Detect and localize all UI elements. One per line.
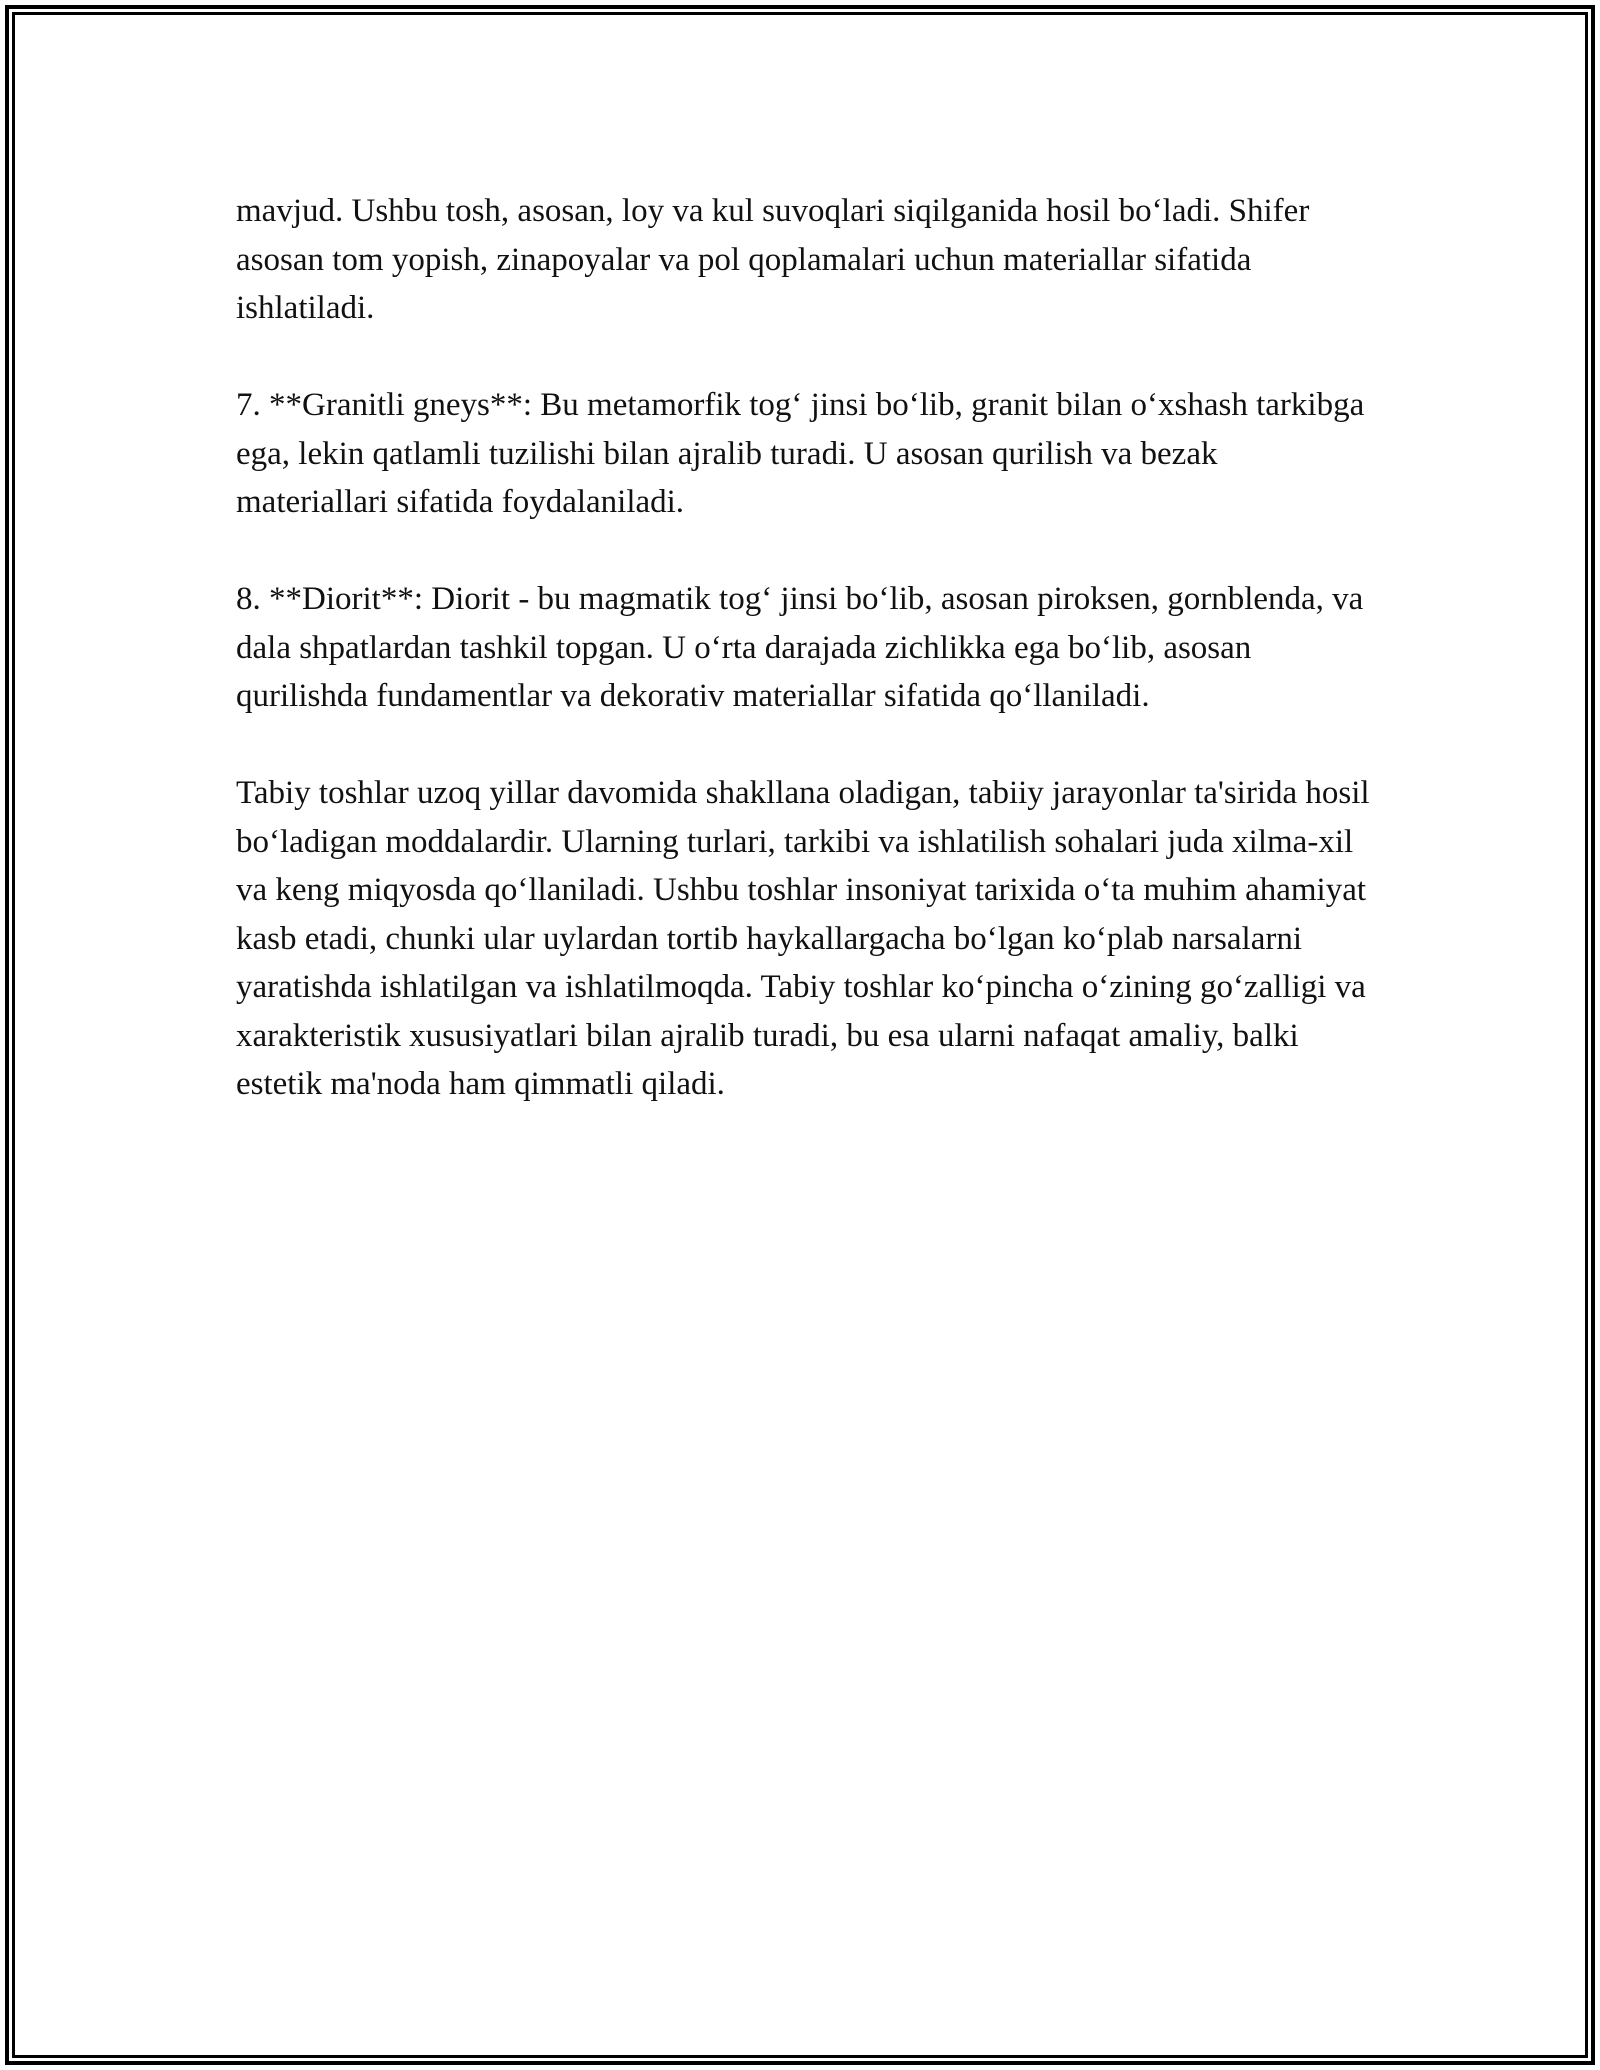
paragraph-diorite: 8. **Diorit**: Diorit - bu magmatik tog‘ jinsi bo‘lib, asosan piroksen, gornblenda, va dala shpatlardan tashkil topgan. U o‘rta darajada zichlikka ega bo‘lib, asosan qurilishda fundamentlar va dekorativ materiallar sifatida qo‘llaniladi.	[236, 581, 1364, 714]
paragraph-conclusion: Tabiy toshlar uzoq yillar davomida shakllana oladigan, tabiiy jarayonlar ta'sirida hosil bo‘ladigan moddalardir. Ularning turlari, tarkibi va ishlatilish sohalari juda xilma-xil va keng miqyosda qo‘llaniladi. Ushbu toshlar insoniyat tarixida o‘ta muhim ahamiyat kasb etadi, chunki ular uylardan tortib haykallargacha bo‘lgan ko‘plab narsalarni yaratishda ishlatilgan va ishlatilmoqda. Tabiy toshlar ko‘pincha o‘zining go‘zalligi va xarakteristik xususiyatlari bilan ajralib turadi, bu esa ularni nafaqat amaliy, balki estetik ma'noda ham qimmatli qiladi.	[236, 775, 1370, 1102]
paragraph-slate-continuation: mavjud. Ushbu tosh, asosan, loy va kul suvoqlari siqilganida hosil bo‘ladi. Shifer asosan tom yopish, zinapoyalar va pol qoplamalari uchun materiallar sifatida ishlatiladi.	[236, 193, 1310, 326]
paragraph-granitic-gneiss: 7. **Granitli gneys**: Bu metamorfik tog‘ jinsi bo‘lib, granit bilan o‘xshash tarkibga ega, lekin qatlamli tuzilishi bilan ajralib turadi. U asosan qurilish va bezak materiallari sifatida foydalaniladi.	[236, 387, 1365, 520]
document-body	[236, 187, 1376, 1157]
